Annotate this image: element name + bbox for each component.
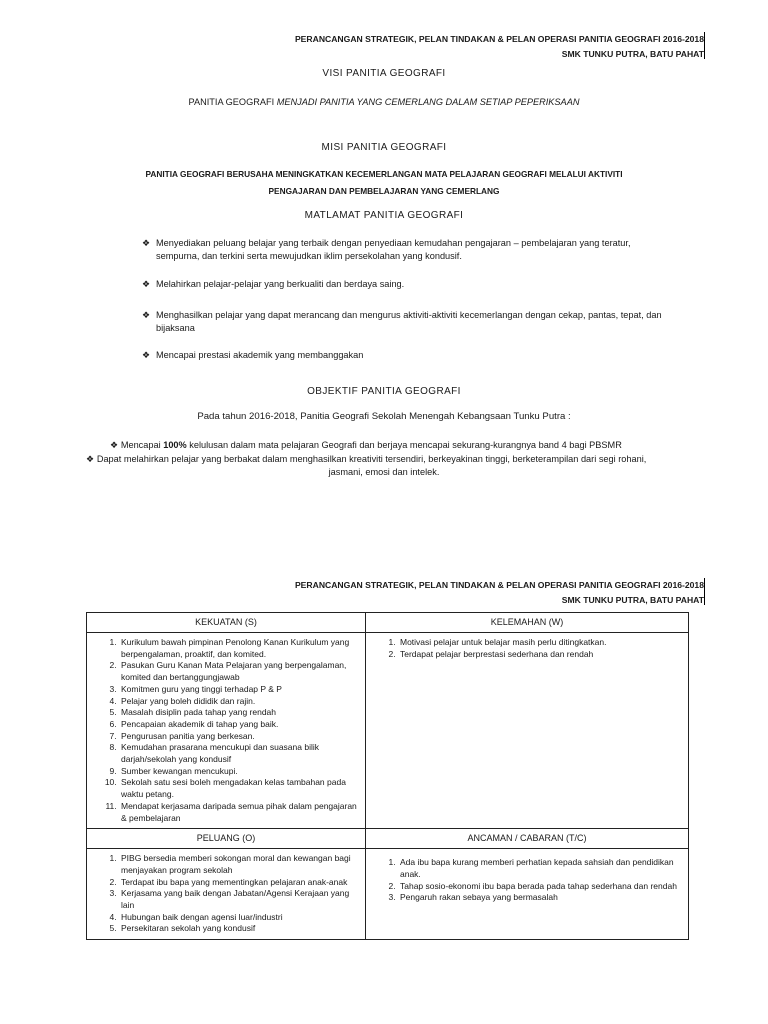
list-item: 8. Kemudahan prasarana mencukupi dan suasana bilik darjah/sekolah yang kondusif xyxy=(119,742,359,765)
matlamat-title: MATLAMAT PANITIA GEOGRAFI xyxy=(304,210,464,221)
list-item: 1. Kurikulum bawah pimpinan Penolong Kanan Kurikulum yang berpengalaman, proaktif, dan komited. xyxy=(119,637,359,660)
list-item: 5. Persekitaran sekolah yang kondusif xyxy=(119,923,359,935)
diamond-bullet-icon: ❖ xyxy=(142,310,151,320)
objektif-item-percent: 100% xyxy=(163,440,187,450)
list-item: 2. Terdapat ibu bapa yang mementingkan pelajaran anak-anak xyxy=(119,877,359,889)
list-item: 1. Ada ibu bapa kurang memberi perhatian kepada sahsiah dan pendidikan anak. xyxy=(398,857,682,880)
page-header xyxy=(295,578,704,608)
kelemahan-cell xyxy=(366,633,689,829)
list-item: 7. Pengurusan panitia yang berkesan. xyxy=(119,731,359,743)
matlamat-item-text: Melahirkan pelajar-pelajar yang berkualiti dan berdaya saing. xyxy=(156,279,405,289)
header-rule xyxy=(704,32,705,59)
header-title: PERANCANGAN STRATEGIK, PELAN TINDAKAN & PELAN OPERASI PANITIA GEOGRAFI 2016-2018 xyxy=(294,580,704,590)
matlamat-item-text: Menghasilkan pelajar yang dapat merancang dan mengurus aktiviti-aktiviti kecemerlangan dengan cekap, pantas, tepat, dan bijaksana xyxy=(156,310,662,333)
kekuatan-header: KEKUATAN (S) xyxy=(87,613,366,633)
kekuatan-list xyxy=(87,637,359,824)
objektif-item-post: kelulusan dalam mata pelajaran Geografi dan berjaya mencapai sekurang-kurangnya band 4 bagi PBSMR xyxy=(186,440,622,450)
misi-title: MISI PANITIA GEOGRAFI xyxy=(321,142,447,153)
objektif-intro: Pada tahun 2016-2018, Panitia Geografi Sekolah Menengah Kebangsaan Tunku Putra : xyxy=(197,411,571,422)
list-item: 1. Motivasi pelajar untuk belajar masih perlu ditingkatkan. xyxy=(398,637,682,649)
list-item: 2. Pasukan Guru Kanan Mata Pelajaran yang berpengalaman, komited dan bertanggungjawab xyxy=(119,660,359,683)
objektif-title: OBJEKTIF PANITIA GEOGRAFI xyxy=(307,386,461,397)
matlamat-item-text: Menyediakan peluang belajar yang terbaik dengan penyediaan kemudahan pengajaran – pembelajaran yang teratur, sempurna, dan terkini serta mewujudkan iklim persekolahan yang kondusif. xyxy=(156,238,631,261)
list-item: 6. Pencapaian akademik di tahap yang baik. xyxy=(119,719,359,731)
diamond-bullet-icon: ❖ xyxy=(142,279,151,289)
matlamat-item-text: Mencapai prestasi akademik yang membanggakan xyxy=(156,350,364,360)
diamond-bullet-icon: ❖ xyxy=(142,238,151,248)
peluang-list xyxy=(87,853,359,935)
list-item: 4. Pelajar yang boleh dididik dan rajin. xyxy=(119,696,359,708)
visi-text: MENJADI PANITIA YANG CEMERLANG DALAM SETIAP PEPERIKSAAN xyxy=(276,97,580,107)
objektif-item-line-1: Dapat melahirkan pelajar yang berbakat dalam menghasilkan kreativiti tersendiri, berkeyakinan tinggi, berketerampilan dari segi rohani, xyxy=(96,454,647,464)
swot-table xyxy=(86,612,689,940)
diamond-bullet-icon: ❖ xyxy=(142,350,151,360)
list-item: 3. Pengaruh rakan sebaya yang bermasalah xyxy=(398,892,682,904)
peluang-cell xyxy=(87,849,366,940)
objektif-item xyxy=(110,439,730,452)
objektif-item xyxy=(86,453,706,466)
peluang-header: PELUANG (O) xyxy=(87,829,366,849)
objektif-item-line-2: jasmani, emosi dan intelek. xyxy=(328,467,440,477)
list-item: 3. Kerjasama yang baik dengan Jabatan/Agensi Kerajaan yang lain xyxy=(119,888,359,911)
ancaman-header: ANCAMAN / CABARAN (T/C) xyxy=(366,829,689,849)
objektif-item-pre: Mencapai xyxy=(120,440,164,450)
visi-statement xyxy=(0,97,768,107)
list-item: 11. Mendapat kerjasama daripada semua pihak dalam pengajaran & pembelajaran xyxy=(119,801,359,824)
list-item: 3. Komitmen guru yang tinggi terhadap P & P xyxy=(119,684,359,696)
list-item: 5. Masalah disiplin pada tahap yang rendah xyxy=(119,707,359,719)
list-item: 9. Sumber kewangan mencukupi. xyxy=(119,766,359,778)
list-item: 2. Terdapat pelajar berprestasi sederhana dan rendah xyxy=(398,649,682,661)
list-item: 10. Sekolah satu sesi boleh mengadakan kelas tambahan pada waktu petang. xyxy=(119,777,359,800)
kelemahan-list xyxy=(366,637,682,660)
misi-line-2: PENGAJARAN DAN PEMBELAJARAN YANG CEMERLANG xyxy=(268,186,500,196)
header-title: PERANCANGAN STRATEGIK, PELAN TINDAKAN & PELAN OPERASI PANITIA GEOGRAFI 2016-2018 xyxy=(294,34,704,44)
list-item: 4. Hubungan baik dengan agensi luar/industri xyxy=(119,912,359,924)
list-item: 1. PIBG bersedia memberi sokongan moral dan kewangan bagi menjayakan program sekolah xyxy=(119,853,359,876)
misi-statement xyxy=(0,166,768,200)
visi-title: VISI PANITIA GEOGRAFI xyxy=(322,68,446,79)
header-school: SMK TUNKU PUTRA, BATU PAHAT xyxy=(561,49,704,59)
header-school: SMK TUNKU PUTRA, BATU PAHAT xyxy=(561,595,704,605)
kekuatan-cell xyxy=(87,633,366,829)
ancaman-list xyxy=(366,857,682,904)
kelemahan-header: KELEMAHAN (W) xyxy=(366,613,689,633)
ancaman-cell xyxy=(366,849,689,940)
visi-lead: PANITIA GEOGRAFI xyxy=(188,97,277,107)
header-rule xyxy=(704,578,705,605)
diamond-bullet-icon: ❖ xyxy=(86,454,95,464)
page-header xyxy=(295,32,704,62)
misi-line-1: PANITIA GEOGRAFI BERUSAHA MENINGKATKAN KECEMERLANGAN MATA PELAJARAN GEOGRAFI MELALUI AKTIVITI xyxy=(145,169,623,179)
diamond-bullet-icon: ❖ xyxy=(110,440,119,450)
list-item: 2. Tahap sosio-ekonomi ibu bapa berada pada tahap sederhana dan rendah xyxy=(398,881,682,893)
